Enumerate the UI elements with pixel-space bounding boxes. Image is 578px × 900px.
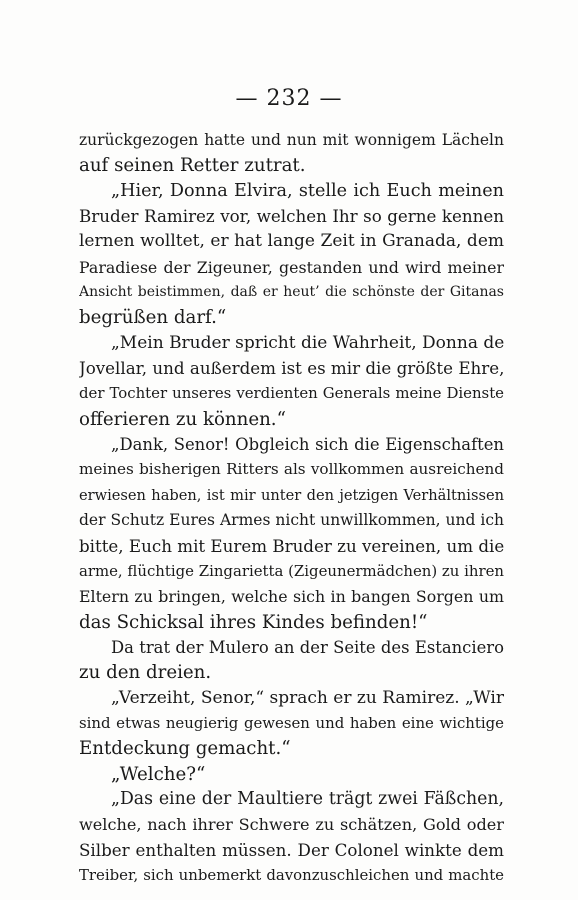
page-number: — 232 — — [235, 86, 343, 111]
text-line: Da trat der Mulero an der Seite des Estanciero — [111, 637, 504, 657]
text-line: Jovellar, und außerdem ist es mir die größte Ehre, — [79, 358, 504, 379]
text-line: Eltern zu bringen, welche sich in bangen Sorgen um — [79, 587, 504, 607]
text-line: zurückgezogen hatte und nun mit wonnigem Lächeln — [79, 131, 504, 149]
text-line: erwiesen haben, ist mir unter den jetzigen Verhältnissen — [79, 486, 504, 504]
text-line: begrüßen darf.“ — [79, 307, 227, 329]
text-line: Entdeckung gemacht.“ — [79, 738, 291, 760]
text-line: Treiber, sich unbemerkt davonzuschleichen und machte — [79, 865, 504, 884]
text-line: lernen wolltet, er hat lange Zeit in Granada, dem — [79, 231, 504, 252]
text-line: sind etwas neugierig gewesen und haben eine wichtige — [79, 713, 504, 732]
text-line: „Welche?“ — [111, 763, 206, 785]
body-text — [79, 128, 504, 888]
text-line: „Hier, Donna Elvira, stelle ich Euch meinen — [111, 180, 504, 201]
text-line: das Schicksal ihres Kindes befinden!“ — [79, 611, 428, 633]
text-line: arme, flüchtige Zingarietta (Zigeunermädchen) zu ihren — [79, 561, 504, 580]
text-line: „Verzeiht, Senor,“ sprach er zu Ramirez. „Wir — [111, 687, 504, 708]
text-line: bitte, Euch mit Eurem Bruder zu vereinen, um die — [79, 535, 504, 556]
text-line: „Dank, Senor! Obgleich sich die Eigenschaften — [111, 435, 504, 455]
text-line: der Tochter unseres verdienten Generals meine Dienste — [79, 384, 504, 403]
text-line: Ansicht beistimmen, daß er heut’ die schönste der Gitanas — [79, 284, 504, 301]
text-line: zu den dreien. — [79, 662, 212, 684]
text-line: der Schutz Eures Armes nicht unwillkommen, und ich — [79, 511, 504, 530]
text-line: „Das eine der Maultiere trägt zwei Fäßchen, — [111, 788, 504, 809]
text-line: welche, nach ihrer Schwere zu schätzen, Gold oder — [79, 815, 504, 835]
text-line: meines bisherigen Ritters als vollkommen ausreichend — [79, 460, 504, 479]
text-line: offerieren zu können.“ — [79, 408, 286, 430]
text-line: auf seinen Retter zutrat. — [79, 155, 306, 177]
text-line: „Mein Bruder spricht die Wahrheit, Donna de — [111, 332, 504, 353]
text-line: Bruder Ramirez vor, welchen Ihr so gerne kennen — [79, 206, 504, 227]
text-line: Paradiese der Zigeuner, gestanden und wird meiner — [79, 257, 504, 277]
text-line: Silber enthalten müssen. Der Colonel winkte dem — [79, 839, 504, 860]
